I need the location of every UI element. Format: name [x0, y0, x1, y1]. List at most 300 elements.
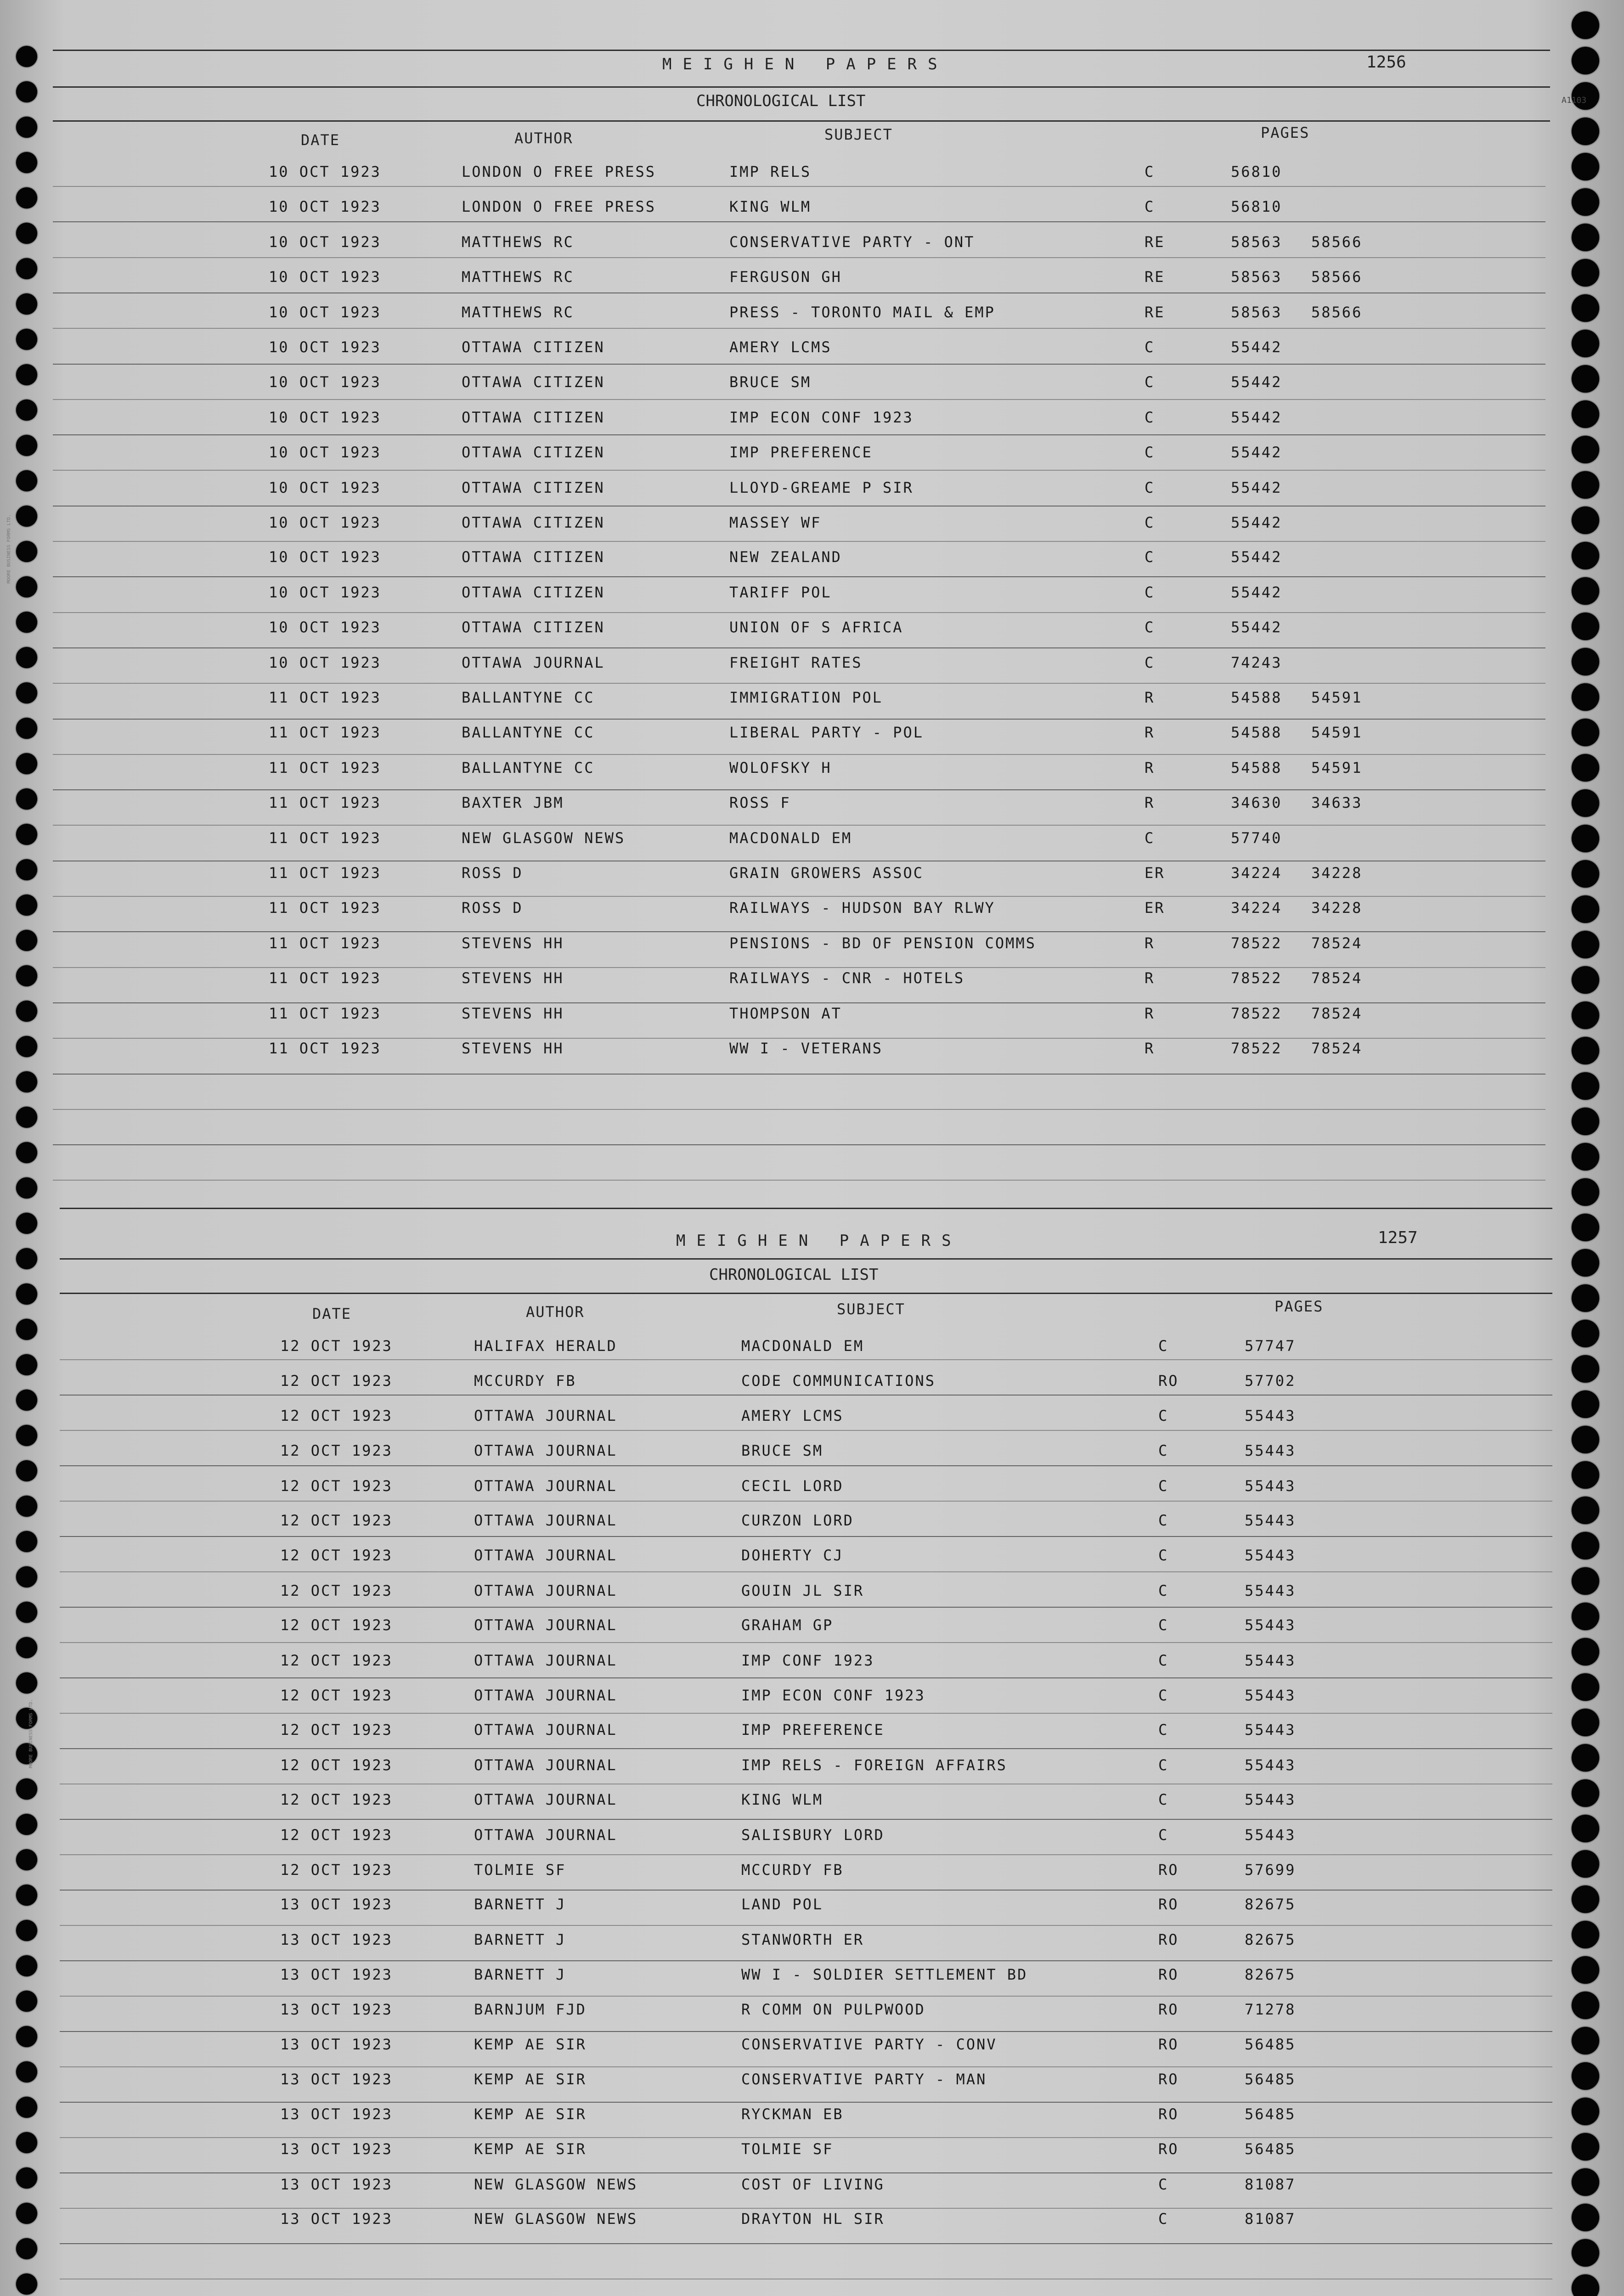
cell-subject: BRUCE SM: [741, 1442, 823, 1460]
row-rule: [53, 967, 1545, 968]
row-rule: [60, 1430, 1552, 1431]
table-row: [0, 1826, 1624, 1865]
cell-date: 12 OCT 1923: [280, 1687, 393, 1704]
column-header-author: AUTHOR: [514, 129, 573, 147]
row-rule: [53, 1002, 1545, 1003]
cell-p1: 55442: [1231, 548, 1282, 566]
tractor-hole: [1572, 1143, 1599, 1171]
tractor-hole: [16, 1142, 37, 1163]
cell-p1: 55443: [1245, 1616, 1296, 1634]
cell-subject: STANWORTH ER: [741, 1930, 864, 1948]
cell-author: OTTAWA JOURNAL: [474, 1826, 617, 1844]
column-header-author: AUTHOR: [526, 1303, 585, 1321]
cell-author: LONDON O FREE PRESS: [462, 163, 656, 180]
cell-p1: 82675: [1245, 1966, 1296, 1984]
cell-code: RE: [1145, 233, 1165, 251]
cell-p2: 34228: [1311, 899, 1363, 917]
cell-p2: 54591: [1311, 724, 1363, 742]
cell-p2: 34228: [1311, 864, 1363, 882]
cell-date: 13 OCT 1923: [280, 2071, 393, 2088]
cell-p1: 56485: [1245, 2105, 1296, 2123]
cell-code: C: [1145, 198, 1155, 216]
cell-date: 12 OCT 1923: [280, 1547, 393, 1564]
table-row: [0, 2210, 1624, 2252]
cell-date: 12 OCT 1923: [280, 1756, 393, 1774]
table-row: [0, 1651, 1624, 1689]
cell-code: C: [1145, 619, 1155, 636]
cell-author: BALLANTYNE CC: [462, 759, 595, 777]
cell-author: OTTAWA JOURNAL: [474, 1721, 617, 1739]
column-header-subject: SUBJECT: [837, 1300, 905, 1318]
row-rule: [53, 221, 1545, 222]
row-rule: [60, 2243, 1552, 2244]
row-rule: [60, 1465, 1552, 1466]
cell-author: OTTAWA JOURNAL: [474, 1547, 617, 1564]
table-row: [0, 1791, 1624, 1830]
cell-subject: FREIGHT RATES: [729, 653, 863, 671]
cell-code: ER: [1145, 899, 1165, 917]
cell-subject: MACDONALD EM: [729, 829, 852, 847]
cell-code: C: [1145, 444, 1155, 461]
cell-p1: 78522: [1231, 1040, 1282, 1057]
cell-code: C: [1145, 163, 1155, 180]
cell-date: 11 OCT 1923: [269, 794, 381, 812]
cell-code: RO: [1158, 2105, 1179, 2123]
row-rule: [53, 1180, 1545, 1181]
cell-p1: 78522: [1231, 1004, 1282, 1022]
row-rule: [53, 576, 1545, 577]
tractor-hole: [1572, 11, 1599, 39]
cell-date: 10 OCT 1923: [269, 548, 381, 566]
cell-p2: 54591: [1311, 759, 1363, 777]
row-rule: [53, 257, 1545, 258]
cell-subject: IMP ECON CONF 1923: [741, 1687, 925, 1704]
cell-code: C: [1158, 2210, 1169, 2228]
cell-code: C: [1145, 548, 1155, 566]
cell-date: 12 OCT 1923: [280, 1477, 393, 1495]
cell-p1: 55443: [1245, 1407, 1296, 1424]
cell-date: 12 OCT 1923: [280, 1407, 393, 1424]
cell-subject: IMP RELS - FOREIGN AFFAIRS: [741, 1756, 1007, 1774]
table-row: [0, 163, 1624, 198]
cell-p2: 34633: [1311, 794, 1363, 812]
page-number: 1256: [1366, 53, 1406, 72]
cell-p1: 57702: [1245, 1372, 1296, 1390]
page-title: MEIGHEN PAPERS: [676, 1232, 962, 1250]
cell-p1: 55443: [1245, 1512, 1296, 1529]
cell-p1: 55443: [1245, 1791, 1296, 1809]
cell-p1: 82675: [1245, 1930, 1296, 1948]
corner-code: A1103: [1562, 96, 1587, 105]
cell-subject: WW I - SOLDIER SETTLEMENT BD: [741, 1966, 1028, 1984]
cell-code: R: [1145, 934, 1155, 952]
tractor-hole: [1572, 1214, 1599, 1241]
cell-date: 11 OCT 1923: [269, 829, 381, 847]
tractor-hole: [16, 1107, 37, 1128]
cell-subject: ROSS F: [729, 794, 791, 812]
table-row: [0, 1513, 1624, 1548]
cell-subject: IMP ECON CONF 1923: [729, 408, 914, 426]
table-row: [0, 514, 1624, 552]
cell-date: 12 OCT 1923: [280, 1581, 393, 1599]
form-rule: [60, 1258, 1552, 1260]
table-row: [0, 1478, 1624, 1514]
table-row: [0, 478, 1624, 517]
cell-date: 13 OCT 1923: [280, 1966, 393, 1984]
cell-author: KEMP AE SIR: [474, 2071, 586, 2088]
cell-p1: 55442: [1231, 408, 1282, 426]
cell-p1: 55442: [1231, 478, 1282, 496]
cell-author: BARNETT J: [474, 1930, 566, 1948]
cell-code: C: [1145, 653, 1155, 671]
cell-date: 12 OCT 1923: [280, 1372, 393, 1390]
row-rule: [60, 1925, 1552, 1926]
cell-author: OTTAWA CITIZEN: [462, 619, 605, 636]
row-rule: [60, 1395, 1552, 1396]
tractor-hole: [16, 1283, 37, 1305]
row-rule: [60, 1890, 1552, 1891]
cell-subject: IMP RELS: [729, 163, 812, 180]
cell-subject: IMMIGRATION POL: [729, 689, 883, 706]
side-imprint-lower: MOORE BUSINESS FORMS LTD.: [28, 1699, 34, 1768]
row-rule: [60, 2137, 1552, 2138]
table-row: [0, 653, 1624, 693]
table-row: [0, 198, 1624, 234]
cell-author: OTTAWA JOURNAL: [474, 1581, 617, 1599]
cell-code: C: [1158, 1407, 1169, 1424]
row-rule: [53, 1038, 1545, 1039]
cell-date: 11 OCT 1923: [269, 1004, 381, 1022]
cell-code: R: [1145, 1004, 1155, 1022]
row-rule: [53, 789, 1545, 790]
cell-subject: CECIL LORD: [741, 1477, 844, 1495]
row-rule: [60, 2031, 1552, 2032]
cell-subject: GRAHAM GP: [741, 1616, 834, 1634]
tractor-hole: [16, 117, 37, 138]
cell-date: 11 OCT 1923: [269, 969, 381, 987]
cell-author: OTTAWA CITIZEN: [462, 373, 605, 391]
cell-subject: KING WLM: [741, 1791, 823, 1809]
cell-p2: 78524: [1311, 969, 1363, 987]
cell-date: 11 OCT 1923: [269, 1040, 381, 1057]
cell-subject: TARIFF POL: [729, 583, 832, 601]
cell-date: 10 OCT 1923: [269, 268, 381, 286]
cell-author: BARNETT J: [474, 1896, 566, 1913]
cell-p2: 78524: [1311, 934, 1363, 952]
cell-author: OTTAWA CITIZEN: [462, 478, 605, 496]
cell-p2: 54591: [1311, 689, 1363, 706]
row-rule: [53, 931, 1545, 932]
cell-date: 12 OCT 1923: [280, 1721, 393, 1739]
cell-code: C: [1158, 1721, 1169, 1739]
cell-code: C: [1145, 514, 1155, 531]
cell-code: C: [1158, 1756, 1169, 1774]
tractor-hole: [1572, 1178, 1599, 1206]
cell-p1: 55442: [1231, 583, 1282, 601]
row-rule: [53, 399, 1545, 400]
table-row: [0, 1616, 1624, 1654]
cell-code: C: [1158, 1616, 1169, 1634]
cell-p1: 82675: [1245, 1896, 1296, 1913]
cell-author: OTTAWA JOURNAL: [462, 653, 605, 671]
cell-author: BARNJUM FJD: [474, 2000, 586, 2018]
cell-date: 10 OCT 1923: [269, 233, 381, 251]
cell-author: STEVENS HH: [462, 969, 564, 987]
row-rule: [60, 2066, 1552, 2067]
cell-author: NEW GLASGOW NEWS: [474, 2175, 638, 2193]
cell-date: 12 OCT 1923: [280, 1826, 393, 1844]
cell-subject: IMP CONF 1923: [741, 1651, 874, 1669]
cell-subject: AMERY LCMS: [729, 338, 832, 356]
cell-subject: SALISBURY LORD: [741, 1826, 885, 1844]
cell-date: 10 OCT 1923: [269, 514, 381, 531]
cell-subject: IMP PREFERENCE: [741, 1721, 885, 1739]
row-rule: [53, 364, 1545, 365]
cell-date: 10 OCT 1923: [269, 408, 381, 426]
row-rule: [60, 1748, 1552, 1749]
cell-p1: 58563: [1231, 303, 1282, 321]
cell-code: R: [1145, 724, 1155, 742]
cell-date: 11 OCT 1923: [269, 689, 381, 706]
tractor-hole: [16, 1213, 37, 1234]
table-row: [0, 375, 1624, 411]
cell-author: NEW GLASGOW NEWS: [474, 2210, 638, 2228]
cell-subject: MCCURDY FB: [741, 1861, 844, 1879]
tractor-hole: [16, 1177, 37, 1199]
cell-author: TOLMIE SF: [474, 1861, 566, 1879]
cell-date: 12 OCT 1923: [280, 1861, 393, 1879]
cell-subject: THOMPSON AT: [729, 1004, 842, 1022]
cell-date: 10 OCT 1923: [269, 619, 381, 636]
cell-code: RO: [1158, 1372, 1179, 1390]
table-row: [0, 269, 1624, 304]
cell-p1: 56485: [1245, 2036, 1296, 2053]
cell-code: RO: [1158, 2036, 1179, 2053]
tractor-hole: [16, 81, 37, 102]
cell-subject: WW I - VETERANS: [729, 1040, 883, 1057]
cell-subject: TOLMIE SF: [741, 2140, 834, 2158]
cell-subject: DRAYTON HL SIR: [741, 2210, 885, 2228]
table-row: [0, 1040, 1624, 1082]
cell-date: 13 OCT 1923: [280, 2140, 393, 2158]
cell-subject: RYCKMAN EB: [741, 2105, 844, 2123]
row-rule: [60, 1359, 1552, 1360]
cell-date: 11 OCT 1923: [269, 759, 381, 777]
cell-author: OTTAWA CITIZEN: [462, 548, 605, 566]
cell-p1: 78522: [1231, 969, 1282, 987]
table-row: [0, 408, 1624, 446]
cell-subject: GOUIN JL SIR: [741, 1581, 864, 1599]
column-header-pages: PAGES: [1261, 124, 1310, 141]
cell-code: C: [1158, 1687, 1169, 1704]
cell-author: STEVENS HH: [462, 1004, 564, 1022]
cell-subject: PRESS - TORONTO MAIL & EMP: [729, 303, 995, 321]
cell-p1: 55442: [1231, 514, 1282, 531]
cell-code: C: [1158, 1826, 1169, 1844]
cell-p1: 81087: [1245, 2175, 1296, 2193]
cell-code: C: [1158, 1547, 1169, 1564]
cell-code: C: [1145, 583, 1155, 601]
row-rule: [60, 1713, 1552, 1714]
cell-subject: AMERY LCMS: [741, 1407, 844, 1424]
row-rule: [60, 1571, 1552, 1572]
cell-date: 12 OCT 1923: [280, 1791, 393, 1809]
cell-subject: NEW ZEALAND: [729, 548, 842, 566]
cell-code: C: [1145, 373, 1155, 391]
cell-author: HALIFAX HERALD: [474, 1337, 617, 1355]
cell-code: C: [1158, 1442, 1169, 1460]
cell-date: 13 OCT 1923: [280, 2175, 393, 2193]
cell-code: RO: [1158, 2140, 1179, 2158]
cell-subject: COST OF LIVING: [741, 2175, 885, 2193]
cell-code: RO: [1158, 1930, 1179, 1948]
cell-author: KEMP AE SIR: [474, 2036, 586, 2053]
cell-subject: DOHERTY CJ: [741, 1547, 844, 1564]
cell-date: 10 OCT 1923: [269, 198, 381, 216]
row-rule: [60, 1642, 1552, 1643]
cell-author: BALLANTYNE CC: [462, 689, 595, 706]
list-subtitle: CHRONOLOGICAL LIST: [709, 1266, 879, 1284]
table-row: [0, 619, 1624, 658]
cell-p1: 81087: [1245, 2210, 1296, 2228]
row-rule: [60, 1854, 1552, 1855]
cell-p1: 56810: [1231, 198, 1282, 216]
cell-subject: FERGUSON GH: [729, 268, 842, 286]
table-row: [0, 724, 1624, 764]
cell-author: OTTAWA JOURNAL: [474, 1687, 617, 1704]
cell-subject: CODE COMMUNICATIONS: [741, 1372, 936, 1390]
table-row: [0, 304, 1624, 340]
cell-code: RO: [1158, 1966, 1179, 1984]
cell-p1: 56485: [1245, 2140, 1296, 2158]
cell-author: BAXTER JBM: [462, 794, 564, 812]
table-row: [0, 1581, 1624, 1619]
table-row: [0, 234, 1624, 269]
cell-code: R: [1145, 759, 1155, 777]
cell-author: LONDON O FREE PRESS: [462, 198, 656, 216]
cell-date: 10 OCT 1923: [269, 338, 381, 356]
cell-author: STEVENS HH: [462, 934, 564, 952]
table-row: [0, 1373, 1624, 1408]
cell-subject: R COMM ON PULPWOOD: [741, 2000, 925, 2018]
cell-code: RE: [1145, 268, 1165, 286]
cell-date: 10 OCT 1923: [269, 444, 381, 461]
cell-date: 10 OCT 1923: [269, 373, 381, 391]
tractor-hole: [1572, 1284, 1599, 1312]
cell-subject: LAND POL: [741, 1896, 823, 1913]
cell-code: C: [1158, 1512, 1169, 1529]
cell-p1: 54588: [1231, 724, 1282, 742]
cell-author: NEW GLASGOW NEWS: [462, 829, 626, 847]
cell-p1: 55442: [1231, 373, 1282, 391]
cell-p1: 55443: [1245, 1687, 1296, 1704]
cell-subject: CONSERVATIVE PARTY - ONT: [729, 233, 975, 251]
cell-date: 10 OCT 1923: [269, 583, 381, 601]
cell-author: MATTHEWS RC: [462, 233, 574, 251]
cell-p1: 71278: [1245, 2000, 1296, 2018]
cell-author: OTTAWA CITIZEN: [462, 444, 605, 461]
cell-subject: MASSEY WF: [729, 514, 822, 531]
form-rule: [53, 50, 1550, 51]
cell-p2: 78524: [1311, 1040, 1363, 1057]
cell-date: 10 OCT 1923: [269, 303, 381, 321]
cell-author: OTTAWA JOURNAL: [474, 1791, 617, 1809]
cell-subject: CONSERVATIVE PARTY - CONV: [741, 2036, 997, 2053]
table-row: [0, 1548, 1624, 1584]
cell-subject: LIBERAL PARTY - POL: [729, 724, 924, 742]
cell-author: KEMP AE SIR: [474, 2105, 586, 2123]
table-row: [0, 1443, 1624, 1478]
cell-subject: LLOYD-GREAME P SIR: [729, 478, 914, 496]
cell-date: 12 OCT 1923: [280, 1337, 393, 1355]
form-rule: [53, 86, 1550, 88]
cell-subject: CURZON LORD: [741, 1512, 854, 1529]
cell-code: C: [1145, 478, 1155, 496]
cell-subject: UNION OF S AFRICA: [729, 619, 903, 636]
tractor-hole: [1572, 118, 1599, 145]
cell-p1: 54588: [1231, 759, 1282, 777]
row-rule: [53, 719, 1545, 720]
row-rule: [53, 434, 1545, 435]
row-rule: [53, 470, 1545, 471]
row-rule: [60, 1819, 1552, 1820]
tractor-hole: [1572, 1108, 1599, 1135]
cell-date: 13 OCT 1923: [280, 2036, 393, 2053]
row-rule: [53, 1109, 1545, 1110]
cell-author: ROSS D: [462, 899, 523, 917]
cell-code: C: [1158, 1791, 1169, 1809]
cell-p1: 55443: [1245, 1547, 1296, 1564]
cell-p2: 58566: [1311, 268, 1363, 286]
tractor-hole: [16, 46, 37, 67]
table-row: [0, 689, 1624, 728]
table-row: [0, 1407, 1624, 1443]
column-header-date: DATE: [312, 1305, 352, 1322]
cell-p1: 55443: [1245, 1477, 1296, 1495]
cell-code: R: [1145, 969, 1155, 987]
cell-p2: 58566: [1311, 233, 1363, 251]
cell-date: 12 OCT 1923: [280, 1512, 393, 1529]
cell-date: 11 OCT 1923: [269, 934, 381, 952]
cell-date: 13 OCT 1923: [280, 2210, 393, 2228]
row-rule: [53, 647, 1545, 648]
cell-code: R: [1145, 794, 1155, 812]
row-rule: [53, 328, 1545, 329]
row-rule: [53, 683, 1545, 684]
cell-p1: 55443: [1245, 1651, 1296, 1669]
row-rule: [53, 896, 1545, 897]
column-header-subject: SUBJECT: [824, 126, 893, 143]
cell-date: 13 OCT 1923: [280, 2105, 393, 2123]
row-rule: [53, 825, 1545, 826]
cell-code: RO: [1158, 2071, 1179, 2088]
cell-author: OTTAWA JOURNAL: [474, 1442, 617, 1460]
cell-date: 10 OCT 1923: [269, 653, 381, 671]
cell-author: OTTAWA CITIZEN: [462, 408, 605, 426]
cell-p1: 56485: [1245, 2071, 1296, 2088]
cell-p1: 55443: [1245, 1756, 1296, 1774]
cell-author: STEVENS HH: [462, 1040, 564, 1057]
cell-author: OTTAWA CITIZEN: [462, 514, 605, 531]
table-row: [0, 1337, 1624, 1373]
cell-code: C: [1158, 2175, 1169, 2193]
cell-code: C: [1158, 1581, 1169, 1599]
cell-code: C: [1158, 1477, 1169, 1495]
table-row: [0, 1721, 1624, 1760]
table-row: [0, 759, 1624, 799]
tractor-hole: [16, 2273, 37, 2295]
cell-p1: 54588: [1231, 689, 1282, 706]
